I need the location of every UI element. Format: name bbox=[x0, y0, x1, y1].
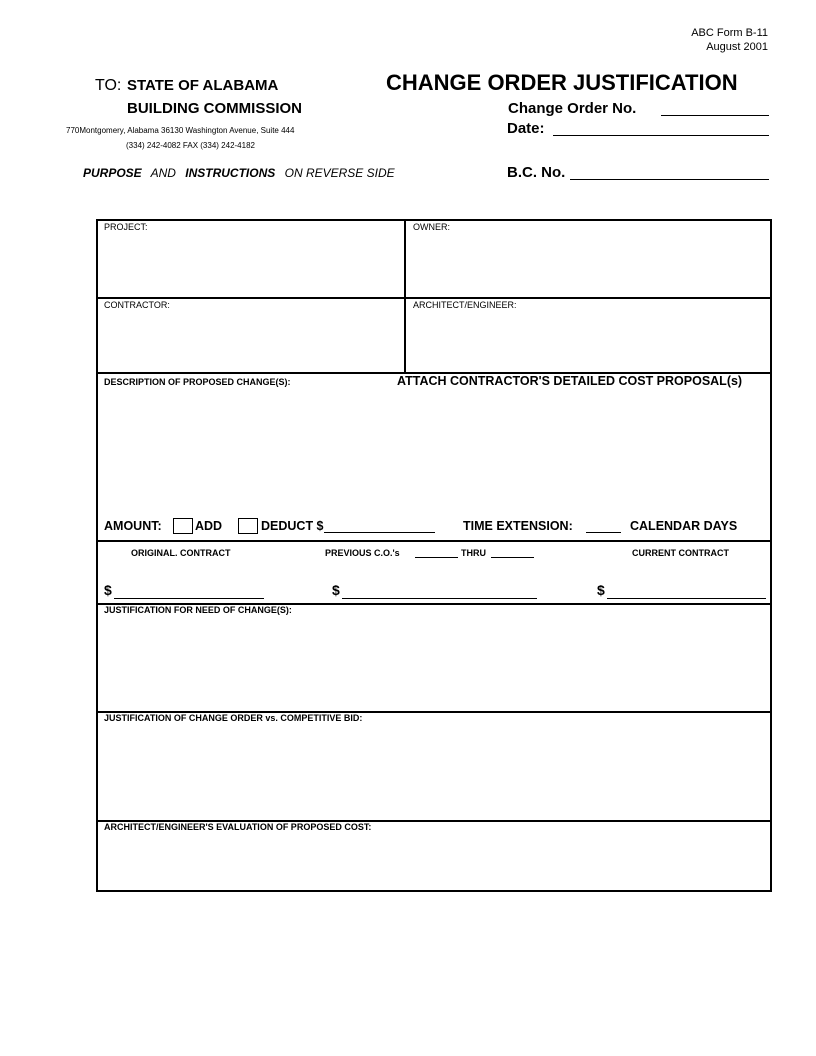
justification-vs-bid-field[interactable] bbox=[98, 726, 766, 818]
bc-number-field[interactable] bbox=[570, 179, 769, 180]
purpose-instructions-note bbox=[83, 166, 395, 180]
deduct-amount-field[interactable] bbox=[324, 532, 435, 533]
form-date: August 2001 bbox=[706, 41, 768, 53]
deduct-label: DEDUCT $ bbox=[261, 519, 324, 533]
architect-engineer-field[interactable] bbox=[408, 311, 766, 370]
address-line: 770Montgomery, Alabama 36130 Washington Avenue, Suite 444 bbox=[66, 126, 295, 135]
previous-cos-from-field[interactable] bbox=[415, 557, 458, 558]
description-label: DESCRIPTION OF PROPOSED CHANGE(S): bbox=[104, 377, 291, 387]
justification-vs-bid-label: JUSTIFICATION OF CHANGE ORDER vs. COMPETITIVE BID: bbox=[104, 713, 363, 723]
purpose-word: PURPOSE bbox=[83, 166, 142, 180]
previous-cos-thru-field[interactable] bbox=[491, 557, 534, 558]
original-contract-label: ORIGINAL. CONTRACT bbox=[131, 548, 231, 558]
project-field[interactable] bbox=[98, 233, 402, 295]
and-word: AND bbox=[150, 166, 176, 180]
divider bbox=[96, 540, 770, 542]
bc-number-label: B.C. No. bbox=[507, 164, 566, 181]
description-field[interactable] bbox=[98, 392, 766, 504]
reverse-side-words: ON REVERSE SIDE bbox=[284, 166, 395, 180]
date-label: Date: bbox=[507, 120, 545, 137]
previous-cos-amount-field[interactable] bbox=[342, 598, 537, 599]
dollar-sign: $ bbox=[332, 582, 340, 598]
justification-need-field[interactable] bbox=[98, 618, 766, 709]
project-label: PROJECT: bbox=[104, 222, 148, 232]
date-field[interactable] bbox=[553, 135, 769, 136]
divider bbox=[96, 297, 770, 299]
page-title: CHANGE ORDER JUSTIFICATION bbox=[386, 70, 738, 95]
architect-engineer-label: ARCHITECT/ENGINEER: bbox=[413, 300, 517, 310]
justification-need-label: JUSTIFICATION FOR NEED OF CHANGE(S): bbox=[104, 605, 292, 615]
add-checkbox[interactable] bbox=[173, 518, 193, 534]
evaluation-field[interactable] bbox=[98, 835, 766, 886]
contractor-label: CONTRACTOR: bbox=[104, 300, 170, 310]
instructions-word: INSTRUCTIONS bbox=[185, 166, 276, 180]
change-order-number-label: Change Order No. bbox=[508, 100, 637, 117]
form-identifier bbox=[691, 26, 768, 54]
dollar-sign: $ bbox=[597, 582, 605, 598]
calendar-days-label: CALENDAR DAYS bbox=[630, 519, 738, 533]
owner-field[interactable] bbox=[408, 233, 766, 295]
attach-proposal-note: ATTACH CONTRACTOR'S DETAILED COST PROPOSAL(s) bbox=[397, 374, 743, 388]
change-order-number-field[interactable] bbox=[661, 115, 769, 116]
dollar-sign: $ bbox=[104, 582, 112, 598]
phone-fax-line: (334) 242-4082 FAX (334) 242-4182 bbox=[126, 141, 255, 150]
add-label: ADD bbox=[195, 519, 223, 533]
owner-label: OWNER: bbox=[413, 222, 450, 232]
thru-label: THRU bbox=[461, 548, 486, 558]
original-contract-amount-field[interactable] bbox=[114, 598, 264, 599]
time-extension-label: TIME EXTENSION: bbox=[463, 519, 573, 533]
to-label: TO: bbox=[95, 77, 122, 94]
evaluation-label: ARCHITECT/ENGINEER'S EVALUATION OF PROPOSED COST: bbox=[104, 822, 372, 832]
form-code: ABC Form B-11 bbox=[691, 27, 768, 39]
contractor-field[interactable] bbox=[98, 311, 402, 370]
addressee-line-1: STATE OF ALABAMA bbox=[127, 77, 279, 94]
current-contract-label: CURRENT CONTRACT bbox=[632, 548, 729, 558]
current-contract-amount-field[interactable] bbox=[607, 598, 766, 599]
deduct-checkbox[interactable] bbox=[238, 518, 258, 534]
time-extension-field[interactable] bbox=[586, 532, 621, 533]
column-divider bbox=[404, 219, 406, 373]
amount-label: AMOUNT: bbox=[104, 519, 162, 533]
previous-cos-label: PREVIOUS C.O.'s bbox=[325, 548, 400, 558]
addressee-line-2: BUILDING COMMISSION bbox=[127, 100, 302, 117]
